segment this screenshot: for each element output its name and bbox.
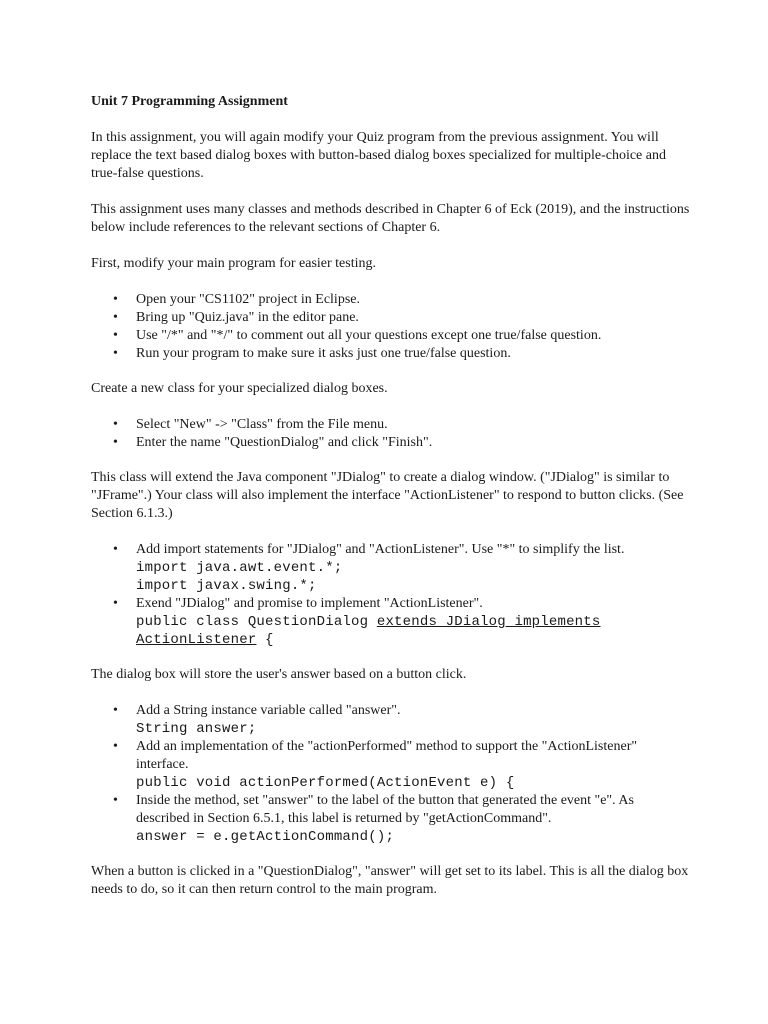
list-item <box>91 595 691 649</box>
bullet-icon: • <box>113 542 118 557</box>
list-item <box>91 345 691 363</box>
list-item <box>91 738 691 792</box>
list-item-text: Enter the name "QuestionDialog" and click "Finish". <box>136 435 433 450</box>
code-line: String answer; <box>136 721 257 737</box>
bullet-icon: • <box>113 292 118 307</box>
list-item-text: Add an implementation of the "actionPerformed" method to support the "ActionListener" interface. <box>136 739 638 772</box>
step3-list <box>91 541 691 649</box>
store-paragraph: The dialog box will store the user's answer based on a button click. <box>91 667 467 682</box>
list-item-text: Bring up "Quiz.java" in the editor pane. <box>136 310 359 325</box>
code-line: public void actionPerformed(ActionEvent e) { <box>136 775 515 791</box>
first-step-paragraph: First, modify your main program for easier testing. <box>91 256 376 271</box>
list-item <box>91 291 691 309</box>
bullet-icon: • <box>113 346 118 361</box>
bullet-icon: • <box>113 739 118 754</box>
closing-paragraph: When a button is clicked in a "QuestionDialog", "answer" will get set to its label. This is all the dialog box needs to do, so it can then return control to the main program. <box>91 864 689 897</box>
list-item <box>91 416 691 434</box>
bullet-icon: • <box>113 435 118 450</box>
list-item <box>91 327 691 345</box>
list-item <box>91 792 691 846</box>
step1-list <box>91 291 691 363</box>
step4-list <box>91 702 691 846</box>
list-item <box>91 309 691 327</box>
extend-paragraph: This class will extend the Java component "JDialog" to create a dialog window. ("JDialog" is similar to "JFrame".) Your class will also implement the interface "ActionListener" to respond to button clicks. (See Section 6.1.3.) <box>91 470 684 521</box>
list-item <box>91 434 691 452</box>
list-item <box>91 541 691 595</box>
code-segment: public class QuestionDialog <box>136 614 377 630</box>
bullet-icon: • <box>113 703 118 718</box>
chapter-note-paragraph: This assignment uses many classes and methods described in Chapter 6 of Eck (2019), and the instructions below include references to the relevant sections of Chapter 6. <box>91 202 690 235</box>
list-item-text: Exend "JDialog" and promise to implement "ActionListener". <box>136 596 483 611</box>
code-segment: { <box>256 632 274 648</box>
list-item-text: Use "/*" and "*/" to comment out all your questions except one true/false question. <box>136 328 602 343</box>
list-item-text: Add a String instance variable called "answer". <box>136 703 401 718</box>
bullet-icon: • <box>113 596 118 611</box>
document-body <box>91 93 691 917</box>
intro-paragraph: In this assignment, you will again modify your Quiz program from the previous assignment. You will replace the text based dialog boxes with button-based dialog boxes specialized for multiple-choice and true-false questions. <box>91 130 666 181</box>
list-item-text: Run your program to make sure it asks just one true/false question. <box>136 346 511 361</box>
list-item-text: Add import statements for "JDialog" and "ActionListener". Use "*" to simplify the list. <box>136 542 625 557</box>
list-item <box>91 702 691 738</box>
list-item-text: Inside the method, set "answer" to the label of the button that generated the event "e". As described in Section 6.5.1, this label is returned by "getActionCommand". <box>136 793 634 826</box>
bullet-icon: • <box>113 417 118 432</box>
page-title: Unit 7 Programming Assignment <box>91 94 288 109</box>
code-segment-underlined: extends JDialog implements ActionListener <box>136 614 601 648</box>
code-line: answer = e.getActionCommand(); <box>136 829 395 845</box>
step2-list <box>91 416 691 452</box>
code-line <box>136 613 691 649</box>
list-item-text: Open your "CS1102" project in Eclipse. <box>136 292 360 307</box>
code-line: import javax.swing.*; <box>136 578 317 594</box>
bullet-icon: • <box>113 310 118 325</box>
bullet-icon: • <box>113 328 118 343</box>
bullet-icon: • <box>113 793 118 808</box>
code-line: import java.awt.event.*; <box>136 560 343 576</box>
list-item-text: Select "New" -> "Class" from the File menu. <box>136 417 388 432</box>
create-class-paragraph: Create a new class for your specialized dialog boxes. <box>91 381 388 396</box>
